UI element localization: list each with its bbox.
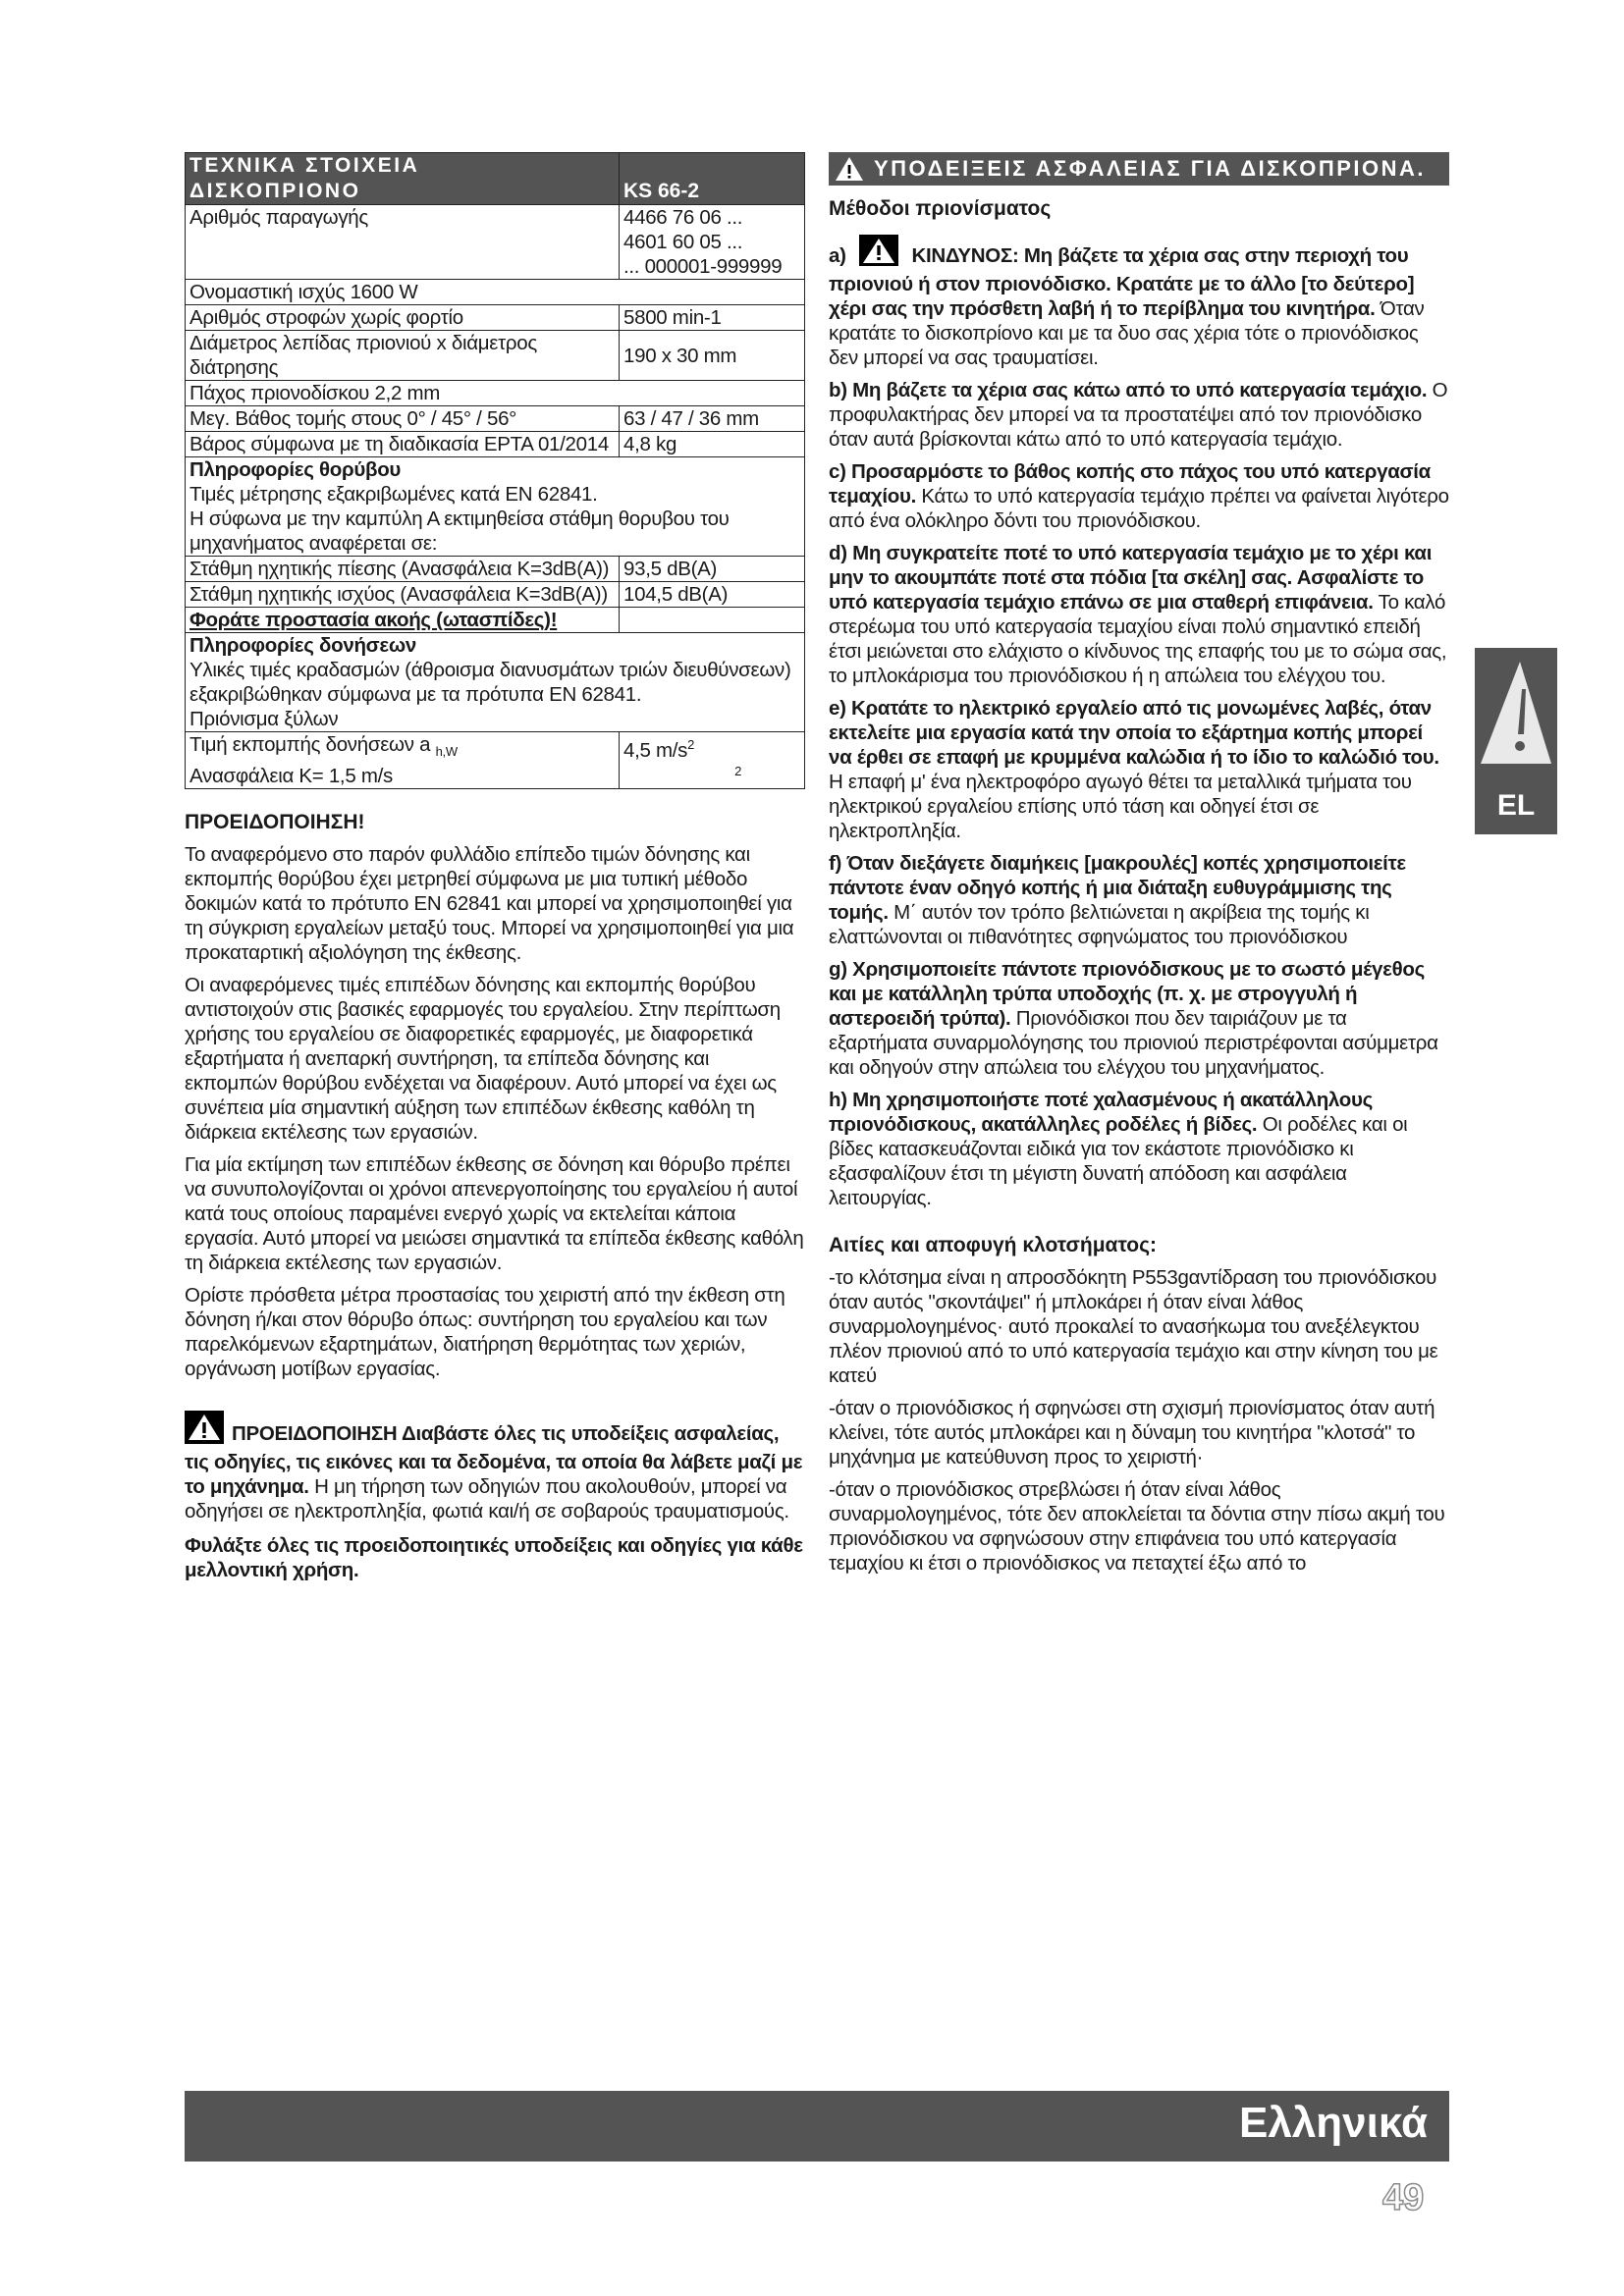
safety-item: g) Χρησιμοποιείτε πάντοτε πριονόδισκους με το σωστό μέγεθος και με κατάλληλη τρύπα υποδοχής (π. χ. με στρογγυλή ή αστεροειδή τρύπα). Πριονόδισκοι που δεν ταιριάζουν με τα εξαρτήματα συναρμολόγησης του πριονιού περιστρέφονται ασύμμετρα και οδηγούν στην απώλεια του ελέγχου του μηχανήματος. (829, 958, 1438, 1079)
language-side-tab (1475, 648, 1557, 834)
spec-row: Βάρος σύμφωνα με τη διαδικασία EPTA 01/2014 4,8 kg (186, 432, 805, 457)
safety-item: a) ΚΙΝΔΥΝΟΣ: Μη βάζετε τα χέρια σας στην περιοχή του πριονιού ή στον πριονόδισκο. Κρατάτε με το άλλο [το δεύτερο] χέρι σας την πρόσθετη λαβή ή το περίβλημα του κινητήρα. Όταν κρατάτε το δισκοπρίονο και με τα δυο σας χέρια τότε ο πριονόδισκος δεν μπορεί να σας τραυματίσει. (829, 235, 1449, 370)
left-column (185, 152, 805, 1590)
right-column (829, 152, 1449, 1583)
paragraph: Ορίστε πρόσθετα μέτρα προστασίας του χειριστή από την έκθεση στη δόνηση ή/και στον θόρυβο όπως: συντήρηση του εργαλείου και των παρελκόμενων εξαρτημάτων, διατήρηση θερμότητας των χεριών, οργάνωση μοτίβων εργασίας. (185, 1284, 785, 1381)
kickback-heading: Αιτίες και αποφυγή κλοτσήματος: (829, 1234, 1157, 1256)
spec-model: KS 66-2 (620, 153, 805, 205)
safety-item: e) Κρατάτε το ηλεκτρικό εργαλείο από τις μονωμένες λαβές, όταν εκτελείτε μια εργασία κατά την οποία το εξάρτημα κοπής μπορεί να έρθει σε επαφή με κρυμμένα καλώδια ή το ίδιο το καλώδιό του. Η επαφή μ' ένα ηλεκτροφόρο αγωγό θέτει τα μεταλλικά τμήματα του ηλεκτρικού εργαλείου επίσης υπό τάση και οδηγεί έτσι σε ηλεκτροπληξία. (829, 697, 1439, 842)
safety-item: c) Προσαρμόστε το βάθος κοπής στο πάχος του υπό κατεργασία τεμαχίου. Κάτω το υπό κατεργασία τεμάχιο πρέπει να φαίνεται λιγότερο από ένα ολόκληρο δόντι του πριονόδισκου. (829, 460, 1449, 532)
paragraph: Το αναφερόμενο στο παρόν φυλλάδιο επίπεδο τιμών δόνησης και εκπομπής θορύβου έχει μετρηθεί σύμφωνα με μια τυπική μέθοδο δοκιμών κατά το πρότυπο EN 62841 και μπορεί να χρησιμοποιηθεί για τη σύγκριση εργαλείων μεταξύ τους. Μπορεί να χρησιμοποιηθεί για μια προκαταρτική αξιολόγηση της έκθεσης. (185, 843, 794, 965)
vibration-title: Πληροφορίες δονήσεων (189, 634, 416, 657)
spec-subtitle: ΔΙΣΚΟΠΡΙΟΝΟ (189, 180, 361, 202)
spec-header (186, 153, 805, 205)
vibration-section: Πληροφορίες δονήσεων Υλικές τιμές κραδασμών (άθροισμα διανυσμάτων τριών διευθύνσεων) εξακριβώθηκαν σύμφωνα με τα πρότυπα EN 62841. Πριόνισμα ξύλων (186, 633, 805, 732)
noise-pressure-row: Στάθμη ηχητικής πίεσης (Ανασφάλεια K=3dB(A)) 93,5 dB(A) (186, 557, 805, 582)
noise-power-row: Στάθμη ηχητικής ισχύος (Ανασφάλεια K=3dB(A)) 104,5 dB(A) (186, 582, 805, 608)
keep-instructions: Φυλάξτε όλες τις προειδοποιητικές υποδείξεις και οδηγίες για κάθε μελλοντική χρήση. (185, 1534, 803, 1582)
noise-section: Πληροφορίες θορύβου Τιμές μέτρησης εξακριβωμένες κατά EN 62841. Η σύφωνα με την καμπύλη Α εκτιμηθείσα στάθμη θορυβου του μηχανήματος αναφέρεται σε: (186, 457, 805, 557)
spec-row: Πάχος πριονοδίσκου 2,2 mm (186, 381, 805, 406)
spec-row: Μεγ. Βάθος τομής στους 0° / 45° / 56° 63 / 47 / 36 mm (186, 406, 805, 432)
ear-protection-row: Φοράτε προστασία ακοής (ωτασπίδες)! (186, 608, 805, 633)
language-code: EL (1496, 789, 1536, 822)
spec-row: Αριθμός στροφών χωρίς φορτίο 5800 min-1 (186, 305, 805, 331)
spec-title: ΤΕΧΝΙΚΑ ΣΤΟΙΧΕΙΑ (189, 154, 420, 177)
footer-language: Ελληνικά (1239, 2099, 1428, 2147)
warning-triangle-icon (1475, 654, 1557, 772)
tech-spec-table (185, 152, 805, 789)
safety-title: ΥΠΟΔΕΙΞΕΙΣ ΑΣΦΑΛΕΙΑΣ ΓΙΑ ΔΙΣΚΟΠΡΙΟΝΑ. (874, 156, 1427, 181)
warning-heading: ΠΡΟΕΙΔΟΠΟΙΗΣΗ! (185, 811, 365, 834)
paragraph: Οι αναφερόμενες τιμές επιπέδων δόνησης και εκπομπής θορύβου αντιστοιχούν στις βασικές εφαρμογές του εργαλείου. Στην περίπτωση χρήσης του εργαλείου σε διαφορετικές εφαρμογές, με διαφορετικά εξαρτήματα ή ανεπαρκή συντήρηση, τα επίπεδα δόνησης και εκπομπών θορύβου ενδέχεται να διαφέρουν. Αυτό μπορεί να έχει ως συνέπεια μία σημαντική αύξηση των επιπέδων έκθεσης καθόλη τη διάρκεια εκτέλεσης των εργασιών. (185, 974, 781, 1145)
kickback-item: -όταν ο πριονόδισκος στρεβλώσει ή όταν είναι λάθος συναρμολογημένος, τότε δεν αποκλείεται τα δόντια στην πίσω ακμή του πριονόδισκου να σφηνώσουν στην επιφάνεια του υπό κατεργασία τεμαχίου κι έτσι ο πριονόδισκος να πεταχτεί έξω από το (829, 1478, 1445, 1575)
safety-item: f) Όταν διεξάγετε διαμήκεις [μακρουλές] κοπές χρησιμοποιείτε πάντοτε έναν οδηγό κοπής ή μια διάταξη ευθυγράμμισης της τομής. Μ΄ αυτόν τον τρόπο βελτιώνεται η ακρίβεια της τομής κι ελαττώνονται οι πιθανότητες σφηνώματος του πριονόδισκου (829, 852, 1406, 948)
warning-triangle-icon (859, 235, 898, 272)
warning-triangle-icon (185, 1411, 224, 1450)
spec-row: Αριθμός παραγωγής 4466 76 06 ... 4601 60 05 ... ... 000001-999999 (186, 205, 805, 280)
warning-triangle-icon (835, 156, 864, 182)
footer-bar (185, 2091, 1449, 2162)
page-number: 49 (1382, 2177, 1425, 2218)
paragraph: Για μία εκτίμηση των επιπέδων έκθεσης σε δόνηση και θόρυβο πρέπει να συνυπολογίζονται οι χρόνοι απενεργοποίησης του εργαλείου ή αυτοί κατά τους οποίους παραμένει ενεργό χωρίς να εκτελείται κάποια εργασία. Αυτό μπορεί να μειώσει σημαντικά τα επίπεδα έκθεσης καθόλη τη διάρκεια εκτέλεσης των εργασιών. (185, 1153, 804, 1275)
spec-row: Ονομαστική ισχύς 1600 W (186, 280, 805, 305)
safety-item: d) Μη συγκρατείτε ποτέ το υπό κατεργασία τεμάχιο με το χέρι και μην το ακουμπάτε ποτέ στα πόδια [τα σκέλη] σας. Ασφαλίστε το υπό κατεργασία τεμάχιο επάνω σε μια σταθερή επιφάνεια. Το καλό στερέωμα του υπό κατεργασία τεμαχίου είναι πολύ σημαντικό επειδή έτσι μειώνεται στο ελάχιστο ο κίνδυνος της επαφής του με το σώμα σας, το μπλοκάρισμα του πριονόδισκου ή η απώλεια του ελέγχου του. (829, 542, 1447, 687)
noise-title: Πληροφορίες θορύβου (189, 458, 402, 481)
safety-title-bar (829, 152, 1449, 186)
safety-item: h) Μη χρησιμοποιήστε ποτέ χαλασμένους ή ακατάλληλους πριονόδισκους, ακατάλληλες ροδέλες ή βίδες. Οι ροδέλες και οι βίδες κατασκευάζονται ειδικά για τον εκάστοτε πριονόδισκο κι εξασφαλίζουν έτσι τη μέγιστη δυνατή απόδοση και ασφάλεια λειτουργίας. (829, 1089, 1408, 1209)
methods-heading: Μέθοδοι πριονίσματος (829, 197, 1052, 220)
vibration-emission-row: Τιμή εκπομπής δονήσεων a $_{h,W}$ Ανασφάλεια K= 1,5 m/s 4,5 $m/s^2$ 2 (186, 732, 805, 789)
spec-row: Διάμετρος λεπίδας πριονιού x διάμετρος διάτρησης 190 x 30 mm (186, 331, 805, 381)
kickback-item: -το κλότσημα είναι η απροσδόκητη P553gαντίδραση του πριονόδισκου όταν αυτός "σκοντάψει" ή μπλοκάρει ή όταν είναι λάθος συναρμολογημένος· αυτό προκαλεί το ανασήκωμα του ανεξέλεγκτου πλέον πριονιού από το υπό κατεργασία τεμάχιο και στην κίνηση του με κατεύ (829, 1266, 1438, 1387)
kickback-item: -όταν ο πριονόδισκος ή σφηνώσει στη σχισμή πριονίσματος όταν αυτή κλείνει, τότε αυτός μπλοκάρει και η δύναμη του κινητήρα "κλοτσά" το μηχάνημα με κατεύθυνση προς το χειριστή· (829, 1397, 1435, 1468)
safety-item: b) Μη βάζετε τα χέρια σας κάτω από το υπό κατεργασία τεμάχιο. Ο προφυλακτήρας δεν μπορεί να τα προστατέψει από τον πριονόδισκο όταν αυτά βρίσκονται κάτω από το υπό κατεργασία τεμάχιο. (829, 379, 1448, 451)
safety-warning: ΠΡΟΕΙΔΟΠΟΙΗΣΗ Διαβάστε όλες τις υποδείξεις ασφαλείας, τις οδηγίες, τις εικόνες και τα δεδομένα, τα οποία θα λάβετε μαζί με το μηχάνημα. Η μη τήρηση των οδηγιών που ακολουθούν, μπορεί να οδηγήσει σε ηλεκτροπληξία, φωτιά και/ή σε σοβαρούς τραυματισμούς. (185, 1411, 805, 1523)
